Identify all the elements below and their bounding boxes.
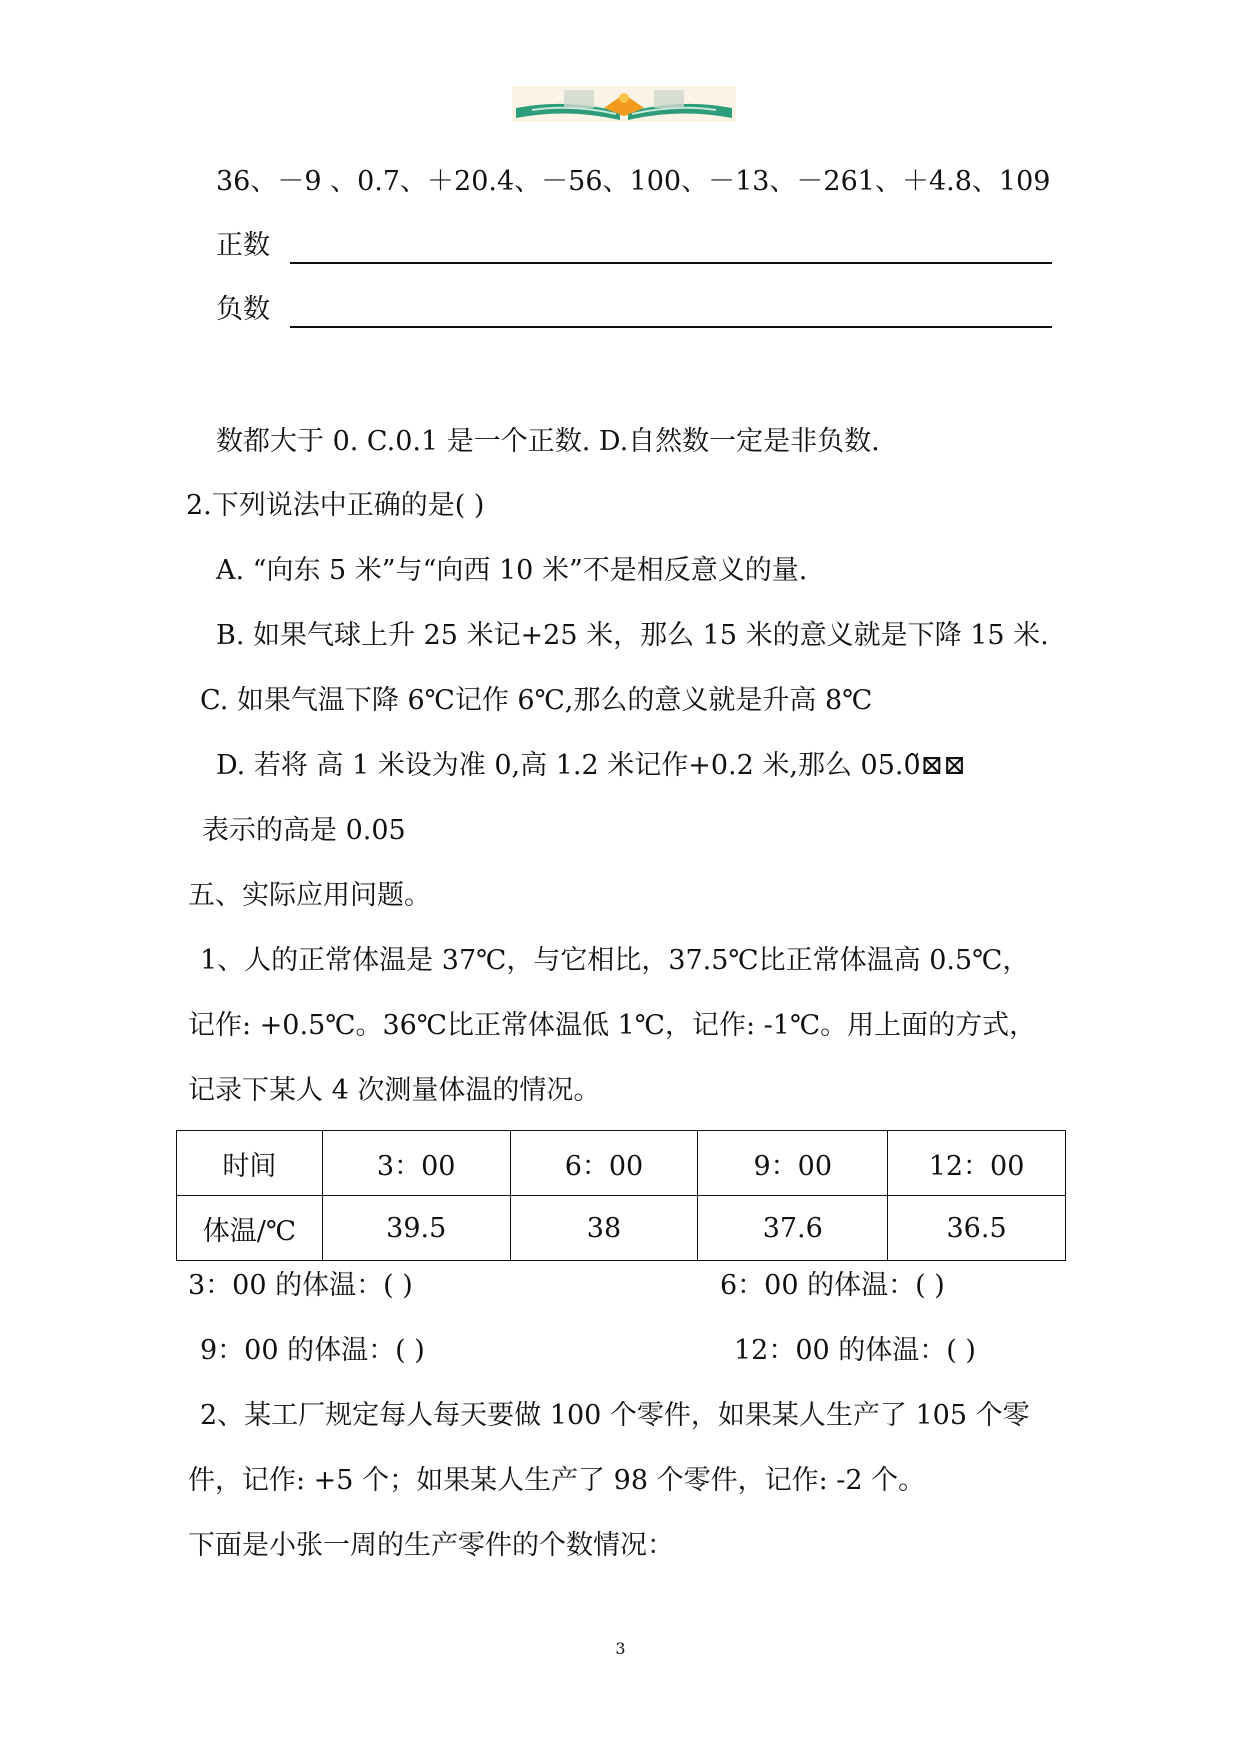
table-row [177, 1196, 1066, 1261]
problem1-line1: 1、人的正常体温是 37℃，与它相比，37.5℃比正常体温高 0.5℃， [200, 945, 1030, 976]
table-cell: 38 [510, 1196, 698, 1261]
answer-12-00[interactable]: 12：00 的体温：( ) [734, 1335, 976, 1366]
section-title: 五、实际应用问题。 [188, 880, 431, 911]
table-header-cell: 3：00 [322, 1131, 510, 1196]
book-sun-logo-icon [512, 86, 736, 122]
answer-6-00[interactable]: 6：00 的体温：( ) [720, 1270, 945, 1301]
table-header-cell: 9：00 [698, 1131, 888, 1196]
q2-option-c: C. 如果气温下降 6℃记作 6℃,那么的意义就是升高 8℃ [200, 685, 873, 716]
table-cell: 36.5 [888, 1196, 1066, 1261]
problem1-line2: 记作: +0.5℃。36℃比正常体温低 1℃，记作: -1℃。用上面的方式， [188, 1010, 1037, 1041]
answer-3-00[interactable]: 3：00 的体温：( ) [188, 1270, 413, 1301]
page-number: 3 [615, 1639, 626, 1658]
table-header-cell: 6：00 [510, 1131, 698, 1196]
answer-9-00[interactable]: 9：00 的体温：( ) [200, 1335, 425, 1366]
negative-label: 负数 [216, 294, 270, 325]
table-row [177, 1131, 1066, 1196]
q2-option-d-continued: 表示的高是 0.05 [202, 815, 406, 846]
q2-stem: 2.下列说法中正确的是( ) [186, 490, 485, 521]
table-cell: 体温/℃ [177, 1196, 323, 1261]
table-cell: 39.5 [322, 1196, 510, 1261]
table-header-cell: 时间 [177, 1131, 323, 1196]
number-list: 36、－9 、0.7、＋20.4、－56、100、－13、－261、＋4.8、109 [216, 166, 1051, 197]
table-cell: 37.6 [698, 1196, 888, 1261]
q2-option-a: A. “向东 5 米”与“向西 10 米”不是相反意义的量. [216, 555, 808, 586]
q2-option-b: B. 如果气球上升 25 米记+25 米，那么 15 米的意义就是下降 15 米. [216, 620, 1049, 651]
problem2-line3: 下面是小张一周的生产零件的个数情况： [188, 1530, 674, 1561]
problem1-line3: 记录下某人 4 次测量体温的情况。 [188, 1075, 601, 1106]
positive-answer-line[interactable] [290, 262, 1052, 264]
temperature-table [176, 1130, 1066, 1261]
positive-label: 正数 [216, 230, 270, 261]
q1-options-tail: 数都大于 0. C.0.1 是一个正数. D.自然数一定是非负数. [216, 426, 880, 457]
problem2-line2: 件，记作: +5 个；如果某人生产了 98 个零件，记作: -2 个。 [188, 1465, 926, 1496]
negative-answer-line[interactable] [290, 326, 1052, 328]
table-header-cell: 12：00 [888, 1131, 1066, 1196]
problem2-line1: 2、某工厂规定每人每天要做 100 个零件，如果某人生产了 105 个零 [200, 1400, 1030, 1431]
q2-option-d: D. 若将 高 1 米设为准 0,高 1.2 米记作+0.2 米,那么 05.0̃⊠⊠ [216, 750, 966, 781]
